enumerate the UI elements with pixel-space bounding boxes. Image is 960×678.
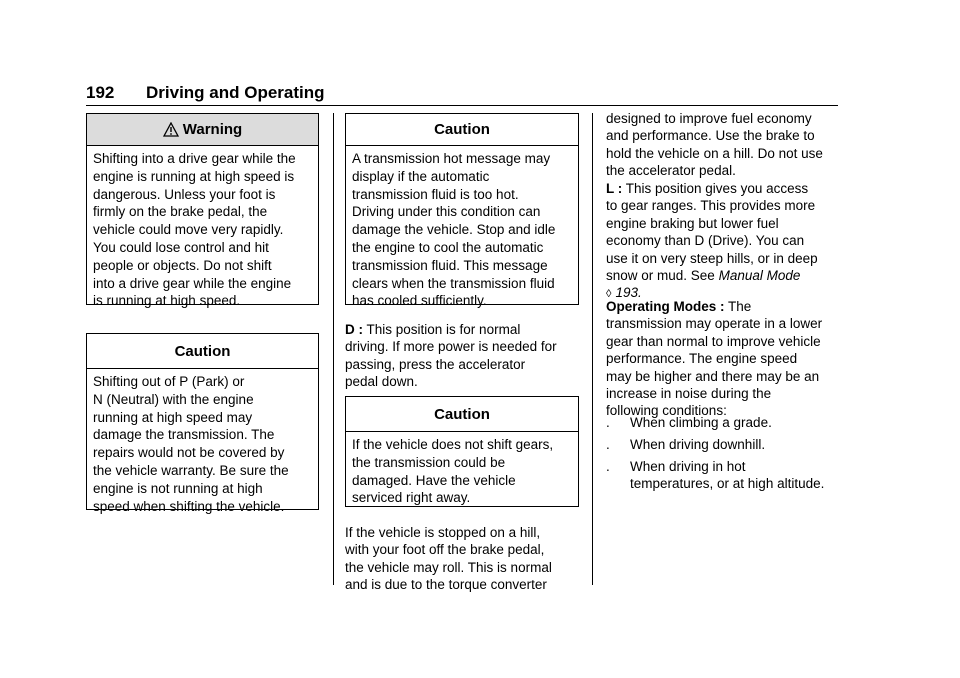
text-line: speed when shifting the vehicle. (93, 498, 285, 514)
text-line: engine is running at high speed is (93, 168, 295, 184)
text-line: display if the automatic (352, 168, 490, 184)
low-label: L : (606, 181, 623, 196)
text-line: is running at high speed. (93, 293, 241, 309)
page-reference-icon: ◊ (606, 288, 612, 301)
drive-paragraph (345, 321, 585, 391)
text-line: transmission fluid is too hot. (352, 186, 519, 202)
manual-mode-link[interactable]: Manual Mode (718, 268, 801, 284)
text-line: repairs would not be covered by (93, 445, 285, 461)
text-line: Shifting out of P (Park) or (93, 374, 245, 389)
warning-triangle-icon (163, 117, 179, 148)
caution-header: Caution (346, 114, 578, 146)
list-item (606, 414, 846, 432)
text-line: gear than normal to improve vehicle (606, 333, 821, 349)
text-line: When driving in hot (630, 459, 746, 474)
warning-header (87, 114, 318, 146)
continued-paragraph (606, 110, 846, 180)
text-line: transmission may operate in a lower (606, 316, 823, 332)
text-fragment: This position gives you access (625, 181, 809, 196)
text-line: damage the transmission. The (93, 427, 275, 443)
caution-box-park-neutral (86, 333, 319, 514)
text-line: dangerous. Unless your foot is (93, 186, 276, 202)
text-line: economy than D (Drive). You can (606, 233, 805, 249)
text-line: performance. The engine speed (606, 351, 798, 367)
caution-box-hot-fluid (345, 113, 579, 309)
drive-label: D : (345, 322, 363, 337)
text-line: the engine to cool the automatic (352, 239, 544, 255)
text-line: has cooled sufficiently. (352, 293, 487, 309)
text-line: the accelerator pedal. (606, 163, 736, 179)
low-paragraph (606, 180, 846, 304)
text-line: increase in noise during the (606, 386, 772, 402)
operating-modes-paragraph (606, 298, 846, 420)
section-title: Driving and Operating (146, 83, 325, 102)
text-line: Shifting into a drive gear while the (93, 151, 296, 166)
list-item (606, 458, 846, 494)
hill-paragraph (345, 524, 585, 594)
text-fragment: The (728, 299, 752, 314)
bullet-text: When driving downhill. (630, 437, 766, 452)
caution-body (346, 432, 578, 507)
caution-body (346, 146, 578, 310)
operating-modes-label: Operating Modes : (606, 299, 725, 314)
page-number: 192 (86, 83, 115, 102)
text-line: hold the vehicle on a hill. Do not use (606, 145, 823, 161)
bullet-marker: . (606, 415, 610, 430)
text-line: You could lose control and hit (93, 239, 269, 255)
text-line: transmission fluid. This message (352, 257, 548, 273)
text-line: and is due to the torque converter (345, 577, 547, 593)
caution-header: Caution (346, 397, 578, 432)
text-line: with your foot off the brake pedal, (345, 542, 545, 558)
reference-page[interactable]: 193. (615, 285, 642, 301)
text-line: engine is not running at high (93, 480, 263, 496)
text-line: into a drive gear while the engine (93, 275, 292, 291)
text-line: damaged. Have the vehicle (352, 472, 516, 488)
header-rule (86, 105, 838, 106)
text-line: damage the vehicle. Stop and idle (352, 222, 556, 238)
text-line: the transmission could be (352, 454, 506, 470)
column-divider-right (592, 113, 593, 585)
bullet-marker: . (606, 437, 610, 452)
bullet-text (630, 458, 850, 493)
text-line: passing, press the accelerator (345, 356, 526, 372)
text-fragment: This position is for normal (366, 322, 521, 337)
text-line (606, 180, 846, 197)
text-line: N (Neutral) with the engine (93, 391, 254, 407)
text-fragment: snow or mud. See (606, 268, 715, 284)
list-item (606, 436, 846, 454)
text-line: may be higher and there may be an (606, 368, 820, 384)
text-line: firmly on the brake pedal, the (93, 204, 268, 220)
warning-body (87, 146, 318, 310)
text-line: people or objects. Do not shift (93, 257, 272, 273)
caution-body (87, 369, 318, 515)
text-line: engine braking but lower fuel (606, 215, 779, 231)
warning-box (86, 113, 319, 309)
text-line: temperatures, or at high altitude. (630, 476, 825, 492)
text-line: driving. If more power is needed for (345, 339, 557, 355)
text-line: Driving under this condition can (352, 204, 541, 220)
text-line: If the vehicle is stopped on a hill, (345, 525, 541, 540)
text-line: designed to improve fuel economy (606, 111, 812, 126)
column-divider-left (333, 113, 334, 585)
text-line: the vehicle may roll. This is normal (345, 559, 552, 575)
caution-box-shift-gears (345, 396, 579, 507)
bullet-text: When climbing a grade. (630, 415, 772, 430)
text-line: running at high speed may (93, 409, 253, 425)
text-line: following conditions: (606, 403, 727, 419)
text-line: If the vehicle does not shift gears, (352, 437, 554, 452)
text-line: use it on very steep hills, or in deep (606, 250, 818, 266)
text-line (345, 321, 585, 338)
text-line (606, 298, 846, 315)
text-line: the vehicle warranty. Be sure the (93, 462, 289, 478)
text-line: clears when the transmission fluid (352, 275, 555, 291)
text-line: A transmission hot message may (352, 151, 551, 166)
text-line: pedal down. (345, 374, 418, 390)
caution-header: Caution (87, 334, 318, 369)
text-line: vehicle could move very rapidly. (93, 222, 284, 238)
warning-title: Warning (182, 121, 243, 138)
bullet-marker: . (606, 459, 610, 474)
text-line: and performance. Use the brake to (606, 128, 815, 144)
text-line: serviced right away. (352, 490, 471, 506)
text-line: to gear ranges. This provides more (606, 198, 816, 214)
text-line (606, 267, 846, 284)
page-header (86, 83, 325, 103)
